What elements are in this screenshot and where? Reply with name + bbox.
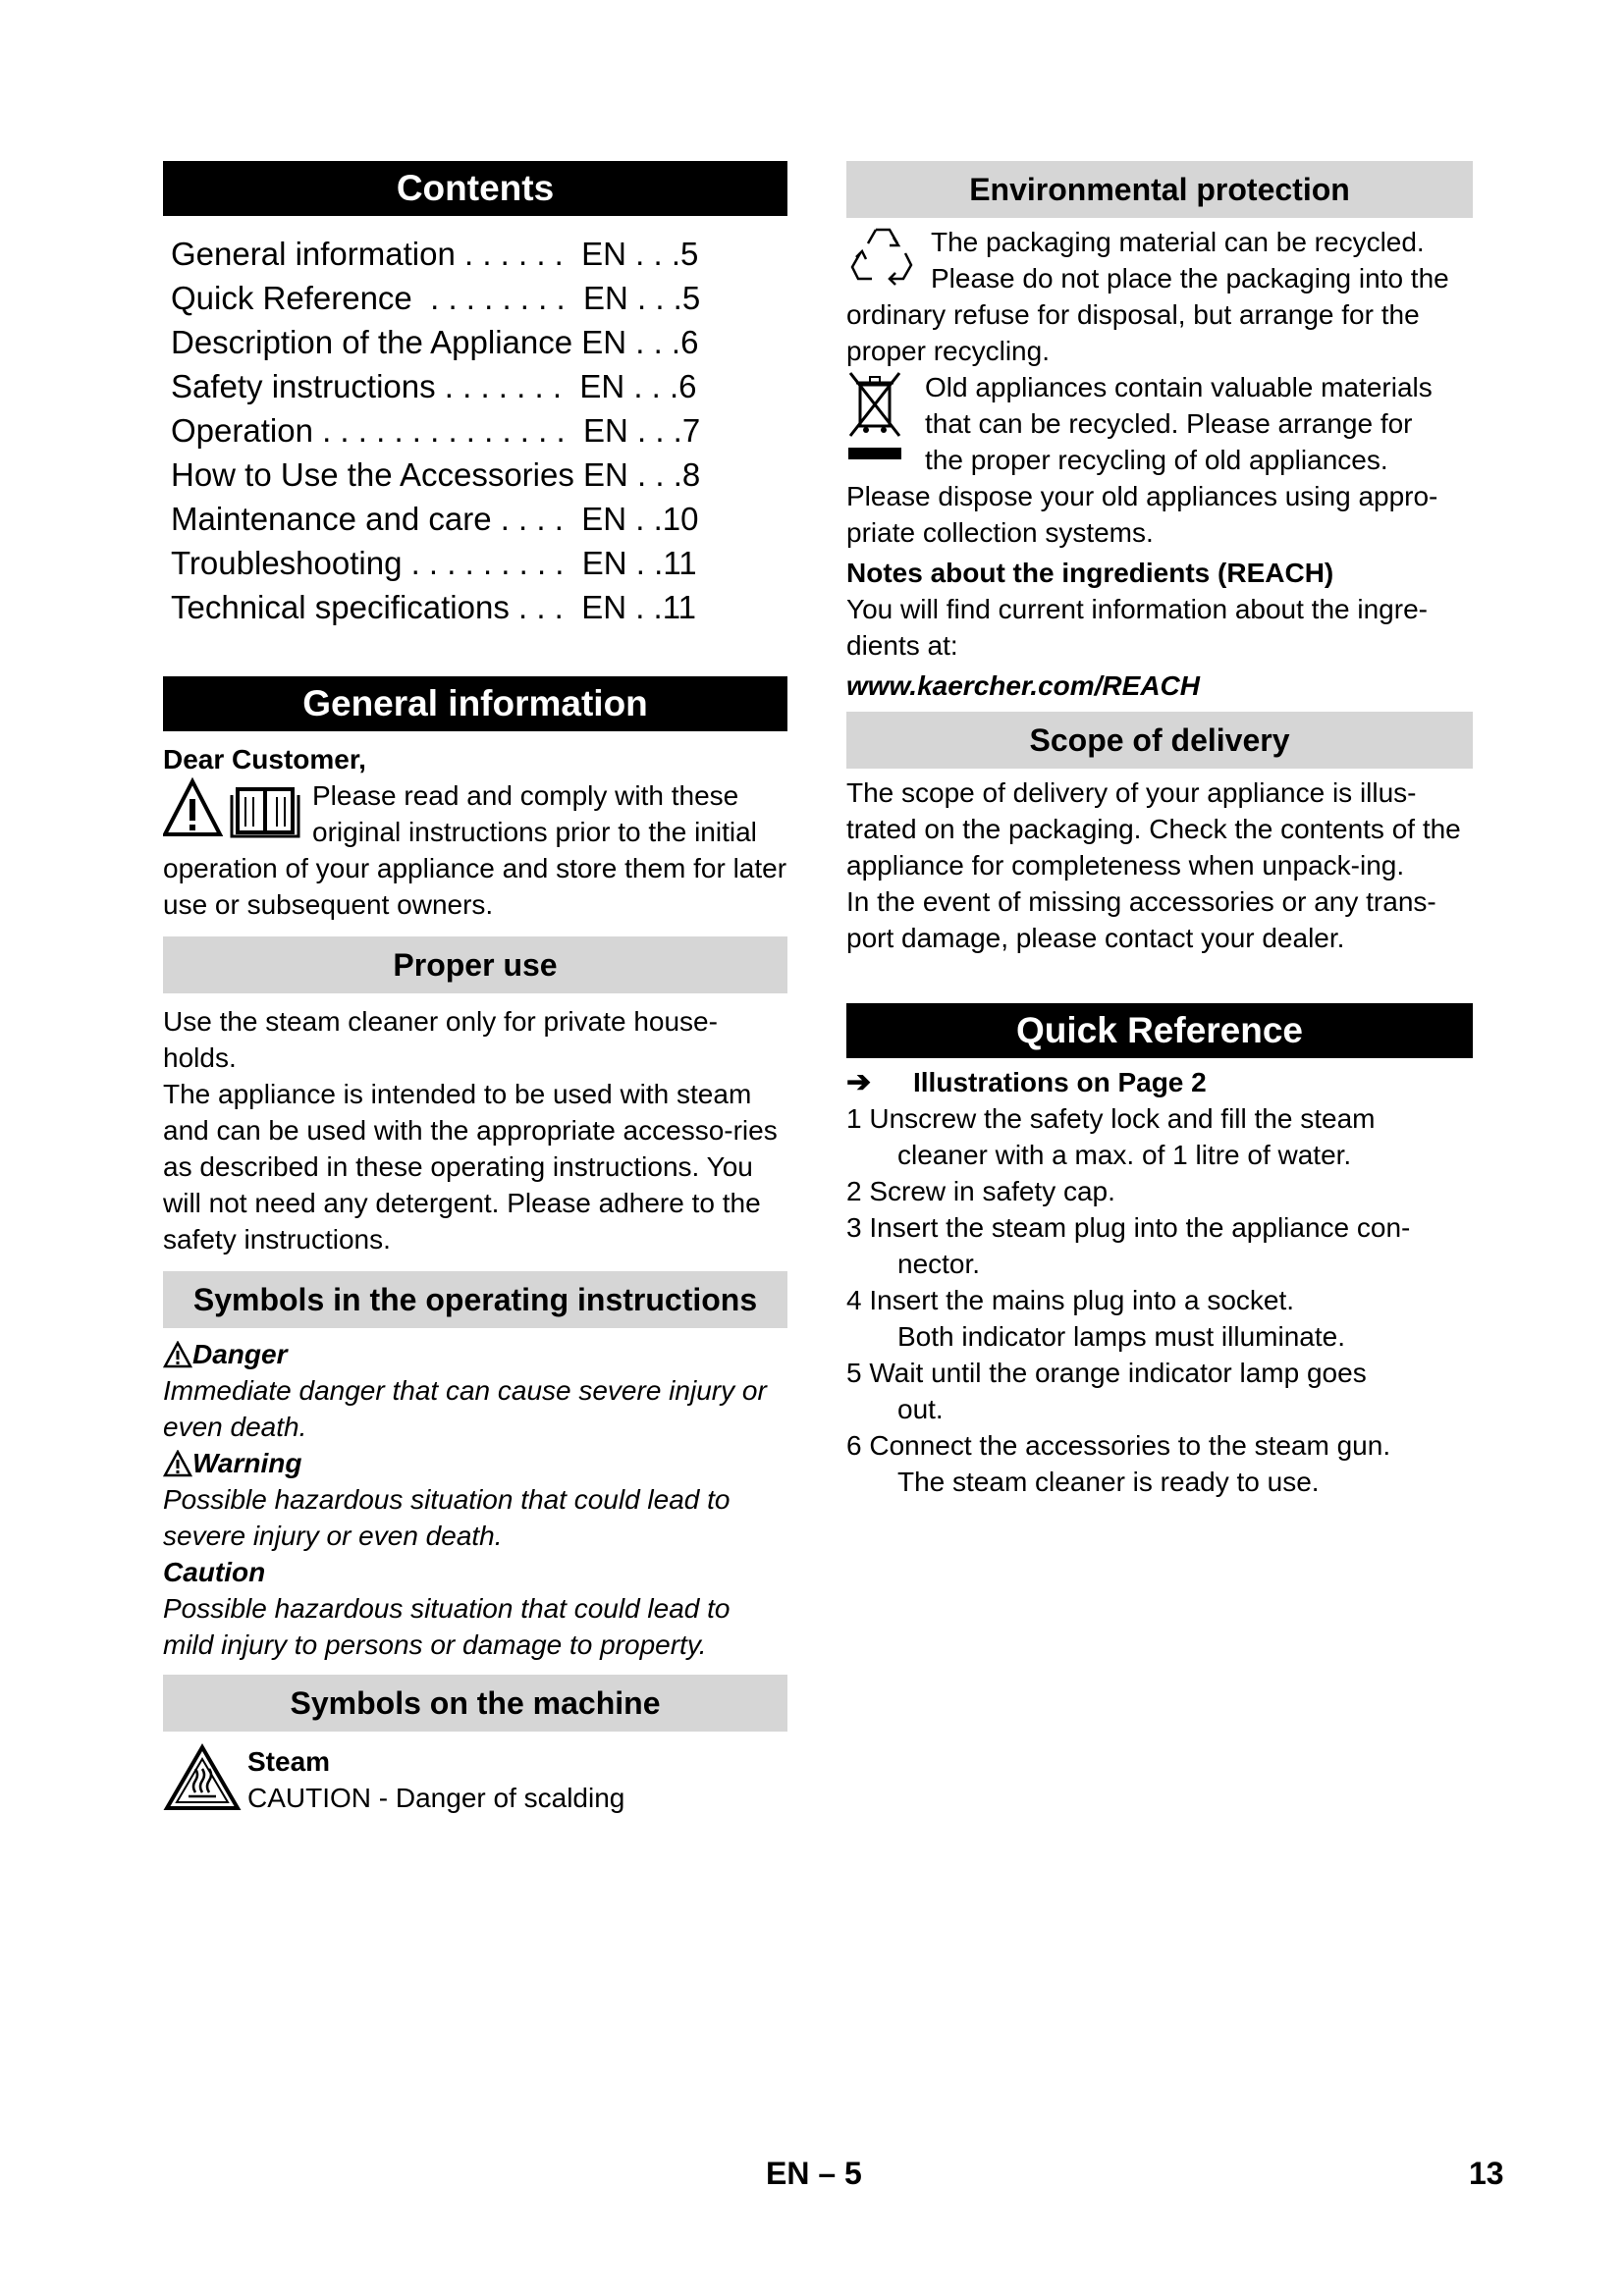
steam-text: CAUTION - Danger of scalding	[247, 1783, 625, 1813]
toc-item[interactable]: Maintenance and care . . . . EN . .10	[171, 501, 699, 537]
intro-block	[163, 777, 787, 923]
quick-reference-heading: Quick Reference	[846, 1003, 1473, 1058]
proper-use-text: The appliance is intended to be used with steam and can be used with the appropriate accesso-ries as described in these operating instructions. You will not need any detergent. Please adhere to the safety instructions.	[163, 1079, 778, 1255]
danger-label-row	[163, 1336, 787, 1372]
old-appliances-line: the proper recycling of old appliances.	[925, 445, 1388, 475]
proper-use-heading: Proper use	[163, 936, 787, 993]
list-item	[846, 1282, 1473, 1355]
steam-label: Steam	[247, 1746, 331, 1777]
delivery-text: The scope of delivery of your appliance is illus-trated on the packaging. Check the contents of the appliance for completeness when unpack-ing.	[846, 777, 1461, 881]
crossed-bin-icon	[846, 369, 903, 467]
warning-text: Possible hazardous situation that could lead to severe injury or even death.	[163, 1484, 731, 1551]
caution-text: Possible hazardous situation that could lead to mild injury to persons or damage to property.	[163, 1593, 731, 1660]
toc-item[interactable]: Description of the Appliance EN . . .6	[171, 324, 699, 360]
warning-triangle-icon	[163, 1450, 192, 1477]
old-appliances-block	[846, 369, 1473, 551]
packaging-block	[846, 224, 1473, 369]
danger-triangle-icon	[163, 1341, 192, 1368]
step-sub: nector.	[897, 1249, 981, 1279]
footer-section-number: EN – 5	[766, 2156, 862, 2191]
warning-label-row	[163, 1445, 787, 1481]
packaging-text: ordinary refuse for disposal, but arrange for the proper recycling.	[846, 299, 1420, 366]
reach-link[interactable]: www.kaercher.com/REACH	[846, 670, 1200, 701]
list-item	[846, 1427, 1473, 1500]
step-main: 5 Wait until the orange indicator lamp goes	[846, 1358, 1367, 1388]
intro-line: Please read and comply with these	[312, 780, 739, 811]
step-sub: Both indicator lamps must illuminate.	[897, 1321, 1345, 1352]
warning-label: Warning	[192, 1448, 302, 1478]
proper-use-text: Use the steam cleaner only for private house-holds.	[163, 1006, 718, 1073]
packaging-line: Please do not place the packaging into the	[931, 263, 1449, 294]
toc-item[interactable]: Operation . . . . . . . . . . . . . . EN . . .7	[171, 412, 701, 449]
packaging-line: The packaging material can be recycled.	[931, 227, 1425, 257]
intro-text: operation of your appliance and store them for later use or subsequent owners.	[163, 853, 787, 920]
steam-symbol-row	[163, 1743, 787, 1816]
quick-steps	[846, 1100, 1473, 1500]
general-information-heading: General information	[163, 676, 787, 731]
list-item	[846, 1100, 1473, 1173]
intro-line: original instructions prior to the initial	[312, 817, 757, 847]
warning-book-icon	[163, 777, 302, 838]
contents-heading: Contents	[163, 161, 787, 216]
delivery-text: In the event of missing accessories or any trans-port damage, please contact your dealer.	[846, 886, 1436, 953]
danger-label: Danger	[192, 1339, 288, 1369]
toc-item[interactable]: Safety instructions . . . . . . . EN . . .6	[171, 368, 697, 404]
step-main: 6 Connect the accessories to the steam gun.	[846, 1430, 1391, 1461]
toc-item[interactable]: Technical specifications . . . EN . .11	[171, 589, 696, 625]
step-main: 1 Unscrew the safety lock and fill the steam	[846, 1103, 1376, 1134]
scope-of-delivery-heading: Scope of delivery	[846, 712, 1473, 769]
toc-item[interactable]: Troubleshooting . . . . . . . . . EN . .11	[171, 545, 697, 581]
step-sub: out.	[897, 1394, 944, 1424]
list-item	[846, 1173, 1473, 1209]
step-main: 3 Insert the steam plug into the appliance con-	[846, 1212, 1411, 1243]
page-number: 13	[1469, 2156, 1504, 2191]
list-item	[846, 1355, 1473, 1427]
step-sub: The steam cleaner is ready to use.	[897, 1467, 1320, 1497]
environmental-protection-heading: Environmental protection	[846, 161, 1473, 218]
right-column	[846, 161, 1473, 1500]
illustrations-reference: Illustrations on Page 2	[913, 1067, 1207, 1097]
table-of-contents	[163, 232, 787, 629]
old-appliances-text: Please dispose your old appliances using appro-priate collection systems.	[846, 481, 1438, 548]
symbols-instructions-heading: Symbols in the operating instructions	[163, 1271, 787, 1328]
step-main: 2 Screw in safety cap.	[846, 1176, 1115, 1206]
arrow-right-icon: ➔	[846, 1066, 872, 1098]
left-column	[163, 161, 787, 1816]
reach-heading: Notes about the ingredients (REACH)	[846, 558, 1334, 588]
steam-warning-icon	[163, 1743, 242, 1812]
toc-item[interactable]: How to Use the Accessories EN . . .8	[171, 456, 701, 493]
step-sub: cleaner with a max. of 1 litre of water.	[897, 1140, 1352, 1170]
step-main: 4 Insert the mains plug into a socket.	[846, 1285, 1295, 1315]
toc-item[interactable]: General information . . . . . . EN . . .5	[171, 236, 699, 272]
caution-label: Caution	[163, 1557, 266, 1587]
illustrations-row	[846, 1064, 1473, 1100]
danger-text: Immediate danger that can cause severe injury or even death.	[163, 1375, 767, 1442]
old-appliances-line: that can be recycled. Please arrange for	[925, 408, 1413, 439]
symbols-machine-heading: Symbols on the machine	[163, 1675, 787, 1732]
recycle-icon	[846, 224, 919, 287]
old-appliances-line: Old appliances contain valuable materials	[925, 372, 1433, 402]
toc-item[interactable]: Quick Reference . . . . . . . . EN . . .5	[171, 280, 701, 316]
list-item	[846, 1209, 1473, 1282]
greeting: Dear Customer,	[163, 744, 366, 774]
reach-text: You will find current information about the ingre-dients at:	[846, 594, 1428, 661]
